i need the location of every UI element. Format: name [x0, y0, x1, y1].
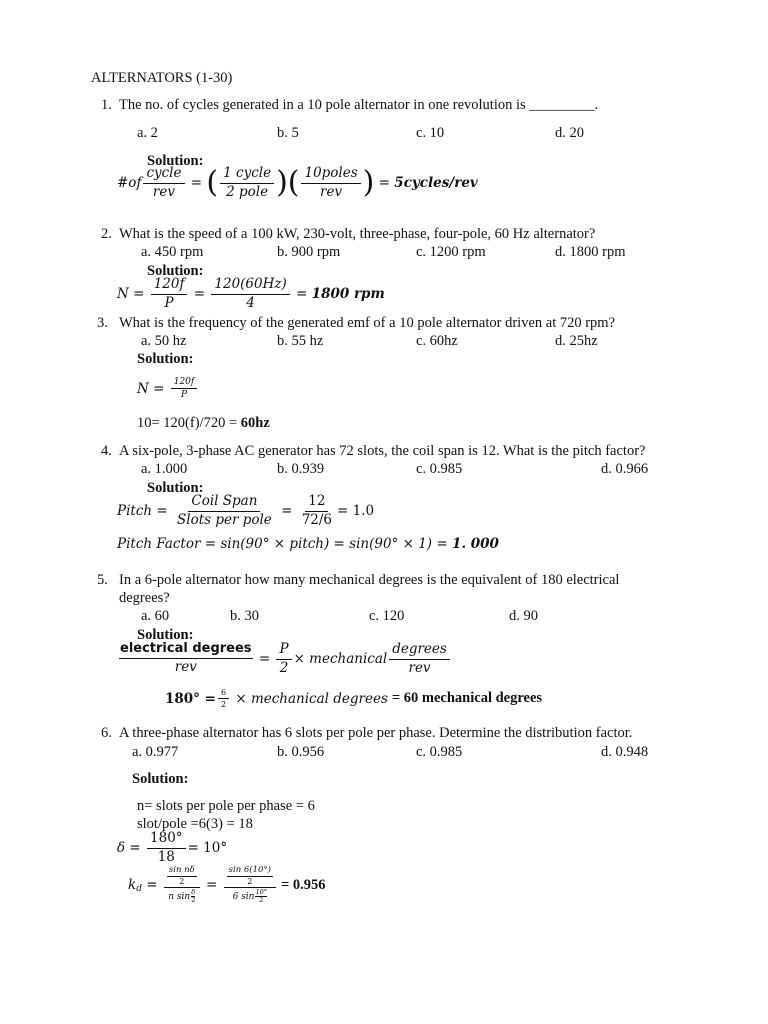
q1-lhs: #of: [117, 175, 142, 192]
question-1-number: 1.: [101, 97, 112, 113]
q2-lhs: N: [117, 286, 129, 303]
q6-kd-equation: k d = sin nδ 2 n sin δ 2 = sin 6(10°) 2 6 sin 10° 2 = 0.956: [128, 865, 326, 905]
q6-delta-fraction: $\frac{180^\circ}{18}$: [147, 831, 186, 865]
q3-choice-c: c. 60hz: [416, 333, 458, 349]
q6-choice-c: c. 0.985: [416, 744, 463, 760]
q4-fraction-2: $\frac{12}{72/6}$: [301, 493, 333, 528]
q4-solution-label: Solution:: [147, 480, 204, 496]
q4-choice-b: b. 0.939: [277, 461, 325, 477]
q1-fraction-3: $\frac{\text{10poles}}{\text{rev}}$: [301, 166, 360, 200]
question-6-text: A three-phase alternator has 6 slots per pole per phase. Determine the distribution factor.: [119, 725, 633, 741]
q1-choice-c: c. 10: [416, 125, 445, 141]
q6-delta-equation: δ = $\frac{180^\circ}{18}$ = 10°: [117, 830, 228, 865]
q2-solution-label: Solution:: [147, 263, 204, 279]
question-2-number: 2.: [101, 226, 112, 242]
q6-kd-fraction-2: sin 6(10°) 2 6 sin 10° 2: [224, 866, 276, 905]
question-5-text-line-2: degrees?: [119, 590, 170, 606]
q5-lhs-fraction: $\frac{\text{electrical degrees}}{\text{rev}}$: [120, 641, 252, 676]
q1-choice-d: d. 20: [555, 125, 584, 141]
q5-choice-a: a. 60: [141, 608, 170, 624]
q5-answer: = 60 mechanical degrees: [391, 690, 543, 707]
q1-solution-label: Solution:: [147, 153, 204, 169]
page-title: ALTERNATORS (1-30): [91, 70, 233, 86]
q3-answer: 60hz: [240, 415, 270, 431]
q4-choice-c: c. 0.985: [416, 461, 463, 477]
question-4-text: A six-pole, 3-phase AC generator has 72 slots, the coil span is 12. What is the pitch factor?: [119, 443, 646, 459]
q3-choice-a: a. 50 hz: [141, 333, 187, 349]
q6-slot-line: slot/pole =6(3) = 18: [137, 816, 253, 832]
q1-equation: #of $\frac{\text{cycle}}{\text{rev}}$ = ( $\frac{\text{1 cycle}}{\text{2 pole}}$ )( $\frac{\text{10poles}}{\text{rev}}$ ) = 5cycles/rev: [117, 165, 478, 201]
q2-answer: 1800 rpm: [311, 286, 385, 303]
q3-work: 10= 120(f)/720 = 60hz: [137, 415, 270, 431]
q1-fraction-2: $\frac{\text{1 cycle}}{\text{2 pole}}$: [220, 166, 274, 200]
q5-choice-c: c. 120: [369, 608, 405, 624]
q2-equation: N = $\frac{120f}{P}$ = $\frac{120(60Hz)}{4}$ = 1800 rpm: [117, 276, 385, 311]
q2-fraction-1: $\frac{120f}{P}$: [151, 277, 188, 311]
q5-six-halves-fraction: $\frac{6}{2}$: [218, 688, 229, 709]
question-2-text: What is the speed of a 100 kW, 230-volt, three-phase, four-pole, 60 Hz alternator?: [119, 226, 596, 242]
q5-p-fraction: $\frac{P}{2}$: [276, 642, 291, 676]
q2-fraction-2: $\frac{120(60Hz)}{4}$: [211, 277, 289, 311]
question-5-number: 5.: [97, 572, 108, 588]
q1-fraction-1: $\frac{\text{cycle}}{\text{rev}}$: [143, 166, 184, 200]
q5-result-line: 180° = $\frac{6}{2}$ × mechanical degrees = 60 mechanical degrees: [165, 688, 543, 710]
q6-solution-label: Solution:: [132, 771, 189, 787]
q6-answer: = 0.956: [281, 876, 326, 893]
q6-choice-a: a. 0.977: [132, 744, 179, 760]
q6-kd-fraction-1: sin nδ 2 n sin δ 2: [164, 866, 200, 905]
q3-choice-d: d. 25hz: [555, 333, 598, 349]
question-6-number: 6.: [101, 725, 112, 741]
q5-degrees-fraction: $\frac{\text{degrees}}{\text{rev}}$: [389, 642, 450, 676]
q4-choice-a: a. 1.000: [141, 461, 188, 477]
q5-equation: $\frac{\text{electrical degrees}}{\text{rev}}$ = $\frac{P}{2}$ × mechanical $\frac{\text{degrees}}{\text{rev}}$: [117, 642, 452, 676]
q1-choice-b: b. 5: [277, 125, 299, 141]
q4-pitch-factor-line: Pitch Factor = sin(90° × pitch) = sin(90° × 1) = 1. 000: [117, 536, 499, 552]
q2-choice-b: b. 900 rpm: [277, 244, 341, 260]
q3-formula-fraction: $\frac{120f}{P}$: [171, 377, 198, 401]
q5-choice-d: d. 90: [509, 608, 538, 624]
q6-choice-d: d. 0.948: [601, 744, 649, 760]
question-3-text: What is the frequency of the generated emf of a 10 pole alternator driven at 720 rpm?: [119, 315, 616, 331]
q5-solution-label: Solution:: [137, 627, 194, 643]
q1-choice-a: a. 2: [137, 125, 158, 141]
question-1-text: The no. of cycles generated in a 10 pole alternator in one revolution is _________.: [119, 97, 599, 113]
q5-choice-b: b. 30: [230, 608, 259, 624]
q4-choice-d: d. 0.966: [601, 461, 649, 477]
q3-solution-label: Solution:: [137, 351, 194, 367]
question-5-text-line-1: In a 6-pole alternator how many mechanical degrees is the equivalent of 180 electrical: [119, 572, 620, 588]
q4-answer: 1. 000: [451, 536, 499, 552]
q6-choice-b: b. 0.956: [277, 744, 325, 760]
q1-answer: 5cycles/rev: [394, 175, 478, 192]
q3-formula: N = $\frac{120f}{P}$: [137, 377, 199, 401]
q3-choice-b: b. 55 hz: [277, 333, 324, 349]
q2-choice-d: d. 1800 rpm: [555, 244, 626, 260]
q6-n-line: n= slots per pole per phase = 6: [137, 798, 315, 814]
q4-pitch-equation: Pitch = $\frac{\text{Coil Span}}{\text{Slots per pole}}$ = $\frac{12}{72/6}$ = 1.0: [117, 493, 375, 528]
question-4-number: 4.: [101, 443, 112, 459]
question-3-number: 3.: [97, 315, 108, 331]
q2-choice-a: a. 450 rpm: [141, 244, 204, 260]
q4-fraction-1: $\frac{\text{Coil Span}}{\text{Slots per pole}}$: [177, 493, 272, 528]
q2-choice-c: c. 1200 rpm: [416, 244, 486, 260]
